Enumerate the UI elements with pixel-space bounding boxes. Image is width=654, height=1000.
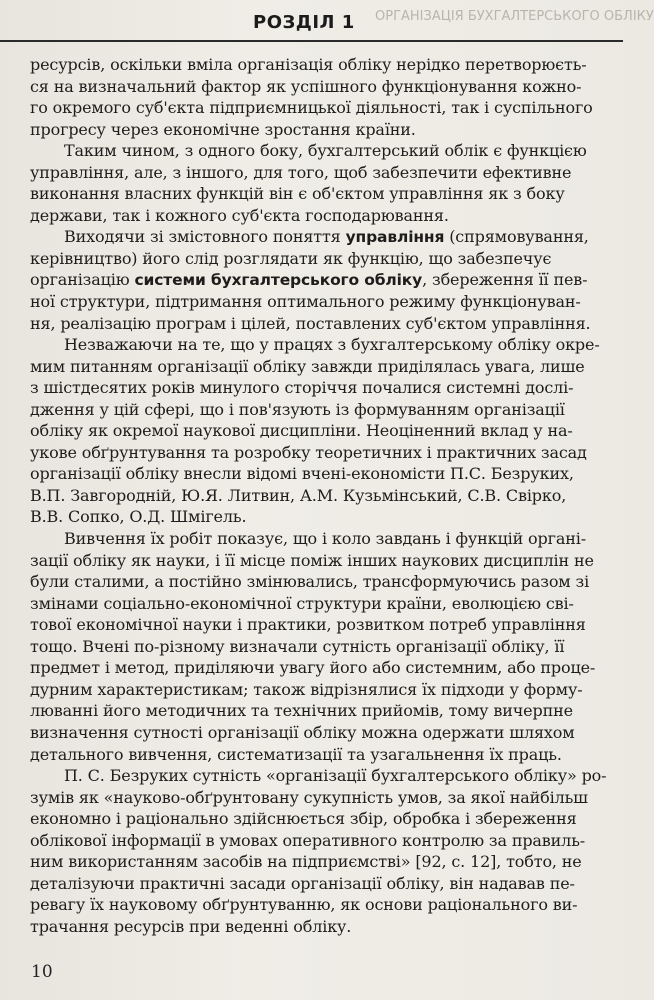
text-line	[30, 399, 623, 421]
text-segment: економно і раціонально здійснюється збір, обробка і збереження	[30, 809, 577, 829]
text-line	[30, 226, 623, 248]
text-line	[30, 269, 623, 291]
text-line	[30, 162, 623, 184]
text-line	[30, 442, 623, 464]
header-divider	[0, 40, 623, 42]
text-line	[30, 744, 623, 766]
text-segment: управління, але, з іншого, для того, щоб забезпечити ефективне	[30, 162, 572, 182]
bold-term: управління	[345, 228, 445, 247]
text-line	[30, 700, 623, 722]
text-line	[30, 593, 623, 615]
text-segment: зації обліку як науки, і її місце поміж інших наукових дисциплін не	[30, 550, 594, 570]
text-line	[30, 916, 623, 938]
page-number: 10	[31, 962, 53, 982]
text-segment: Незважаючи на те, що у працях з бухгалтерському обліку окре-	[64, 335, 600, 355]
text-line	[30, 205, 623, 227]
text-segment: ня, реалізацію програм і цілей, поставлених суб'єктом управління.	[30, 313, 591, 333]
text-segment: обліку як окремої наукової дисципліни. Неоціненний вклад у на-	[30, 421, 573, 441]
text-line	[30, 313, 623, 335]
text-segment: керівництво) його слід розглядати як функцію, що забезпечує	[30, 248, 552, 268]
text-segment: ресурсів, оскільки вміла організація обліку нерідко перетворюєть-	[30, 55, 587, 74]
text-line	[30, 54, 623, 76]
text-segment: змінами соціально-економічної структури країни, еволюцією сві-	[30, 593, 574, 613]
text-segment: дження у цій сфері, що і пов'язують із формуванням організації	[30, 399, 565, 419]
text-segment: В.В. Сопко, О.Д. Шмігель.	[30, 507, 247, 527]
header-bleed-through-text: ОРГАНІЗАЦІЯ БУХГАЛТЕРСЬКОГО ОБЛІКУ	[375, 9, 654, 24]
text-segment: з шістдесятих років минулого сторіччя почалися системні дослі-	[30, 378, 574, 398]
text-segment: мим питанням організації обліку завжди приділялась увага, лише	[30, 356, 585, 376]
text-segment: предмет і метод, приділяючи увагу його або системним, або проце-	[30, 658, 596, 678]
body-text	[30, 54, 623, 937]
text-line	[30, 356, 623, 378]
text-line	[30, 894, 623, 916]
text-line	[30, 873, 623, 895]
text-line	[30, 76, 623, 98]
text-line	[30, 97, 623, 119]
text-segment: Таким чином, з одного боку, бухгалтерський облік є функцією	[64, 141, 587, 161]
chapter-title: РОЗДІЛ 1	[253, 12, 355, 33]
text-line	[30, 377, 623, 399]
text-line	[30, 119, 623, 141]
text-line	[30, 636, 623, 658]
running-header	[0, 0, 654, 56]
text-segment: організації обліку внесли відомі вчені-економісти П.С. Безруких,	[30, 464, 574, 484]
text-segment: ся на визначальний фактор як успішного функціонування кожно-	[30, 76, 582, 96]
text-segment: організацію	[30, 270, 135, 290]
text-line	[30, 808, 623, 830]
text-segment: детального вивчення, систематизації та узагальнення їх праць.	[30, 744, 562, 764]
text-line	[30, 550, 623, 572]
text-segment: люванні його методичних та технічних прийомів, тому вичерпне	[30, 701, 573, 721]
text-segment: , збереження її пев-	[422, 270, 588, 290]
text-line	[30, 334, 623, 356]
text-segment: держави, так і кожного суб'єкта господарювання.	[30, 205, 449, 225]
text-segment: дурним характеристикам; також відрізнялися їх підходи у форму-	[30, 679, 583, 699]
text-segment: ної структури, підтримання оптимального режиму функціонуван-	[30, 292, 581, 312]
text-line	[30, 765, 623, 787]
text-line	[30, 140, 623, 162]
text-line	[30, 851, 623, 873]
text-segment: го окремого суб'єкта підприємницької діяльності, так і суспільного	[30, 98, 593, 118]
text-line	[30, 830, 623, 852]
text-line	[30, 291, 623, 313]
text-segment: П. С. Безруких сутність «організації бухгалтерського обліку» ро-	[64, 766, 607, 786]
text-segment: визначення сутності організації обліку можна одержати шляхом	[30, 722, 575, 742]
text-segment: деталізуючи практичні засади організації обліку, він надавав пе-	[30, 873, 575, 893]
text-segment: ним використанням засобів на підприємстві» [92, с. 12], тобто, не	[30, 852, 582, 872]
text-line	[30, 463, 623, 485]
text-line	[30, 506, 623, 528]
text-line	[30, 787, 623, 809]
text-segment: (спрямовування,	[444, 227, 589, 247]
text-segment: прогресу через економічне зростання країни.	[30, 119, 416, 139]
text-segment: тощо. Вчені по-різному визначали сутність організації обліку, її	[30, 636, 565, 656]
text-segment: були сталими, а постійно змінювались, трансформуючись разом зі	[30, 572, 590, 592]
text-line	[30, 679, 623, 701]
text-line	[30, 614, 623, 636]
text-line	[30, 571, 623, 593]
text-line	[30, 528, 623, 550]
text-line	[30, 420, 623, 442]
text-line	[30, 485, 623, 507]
text-segment: облікової інформації в умовах оперативного контролю за правиль-	[30, 830, 586, 850]
text-segment: тової економічної науки і практики, розвитком потреб управління	[30, 615, 586, 635]
text-segment: Вивчення їх робіт показує, що і коло завдань і функцій органі-	[64, 529, 586, 549]
text-line	[30, 248, 623, 270]
text-line	[30, 722, 623, 744]
text-segment: В.П. Завгородній, Ю.Я. Литвин, А.М. Кузьмінський, С.В. Свірко,	[30, 485, 567, 505]
text-segment: Виходячи зі змістовного поняття	[64, 227, 346, 247]
text-line	[30, 183, 623, 205]
text-segment: трачання ресурсів при веденні обліку.	[30, 916, 352, 936]
text-segment: укове обґрунтування та розробку теоретичних і практичних засад	[30, 442, 587, 462]
text-segment: виконання власних функцій він є об'єктом управління як з боку	[30, 184, 565, 204]
text-segment: зумів як «науково-обґрунтовану сукупність умов, за якої найбільш	[30, 787, 588, 807]
bold-term: системи бухгалтерського обліку	[134, 271, 423, 290]
text-segment: ревагу їх науковому обґрунтуванню, як основи раціонального ви-	[30, 895, 578, 915]
text-line	[30, 657, 623, 679]
